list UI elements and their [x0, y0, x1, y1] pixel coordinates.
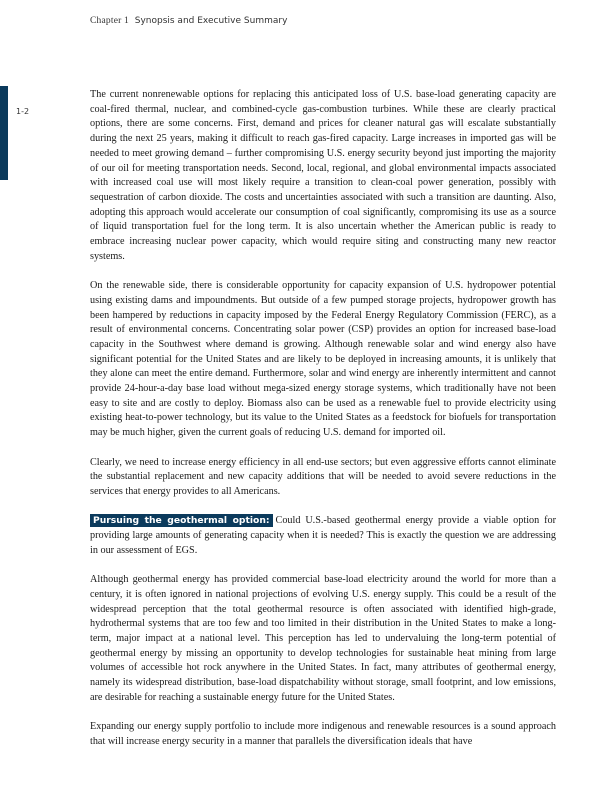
page-number: 1-2 — [16, 107, 30, 116]
geothermal-option-text: Could U.S.-based geothermal energy provide a viable option for providing large amounts of generating capacity when it is needed? This is exactly the question we are addressing in our assessment of EGS. — [90, 515, 556, 556]
paragraph-geothermal-option — [90, 514, 556, 558]
paragraph-geothermal-history: Although geothermal energy has provided commercial base-load electricity around the world for more than a century, it is often ignored in national projections of evolving U.S. energy supply. This could be a result of the widespread perception that the total geothermal resource is often associated with identified high-grade, hydrothermal systems that are too few and too limited in their distribution in the United States to make a long-term, major impact at a national level. This perception has led to undervaluing the long-term potential of geothermal energy by missing an opportunity to develop technologies for sustainable heat mining from large volumes of accessible hot rock anywhere in the United States. In fact, many attributes of geothermal energy, namely its widespread distribution, base-load dispatchability without storage, small footprint, and low emissions, are desirable for reaching a sustainable energy future for the United States. — [90, 574, 556, 703]
running-header — [90, 16, 287, 26]
geothermal-option-heading: Pursuing the geothermal option: — [90, 514, 273, 527]
paragraph-renewable-side: On the renewable side, there is considerable opportunity for capacity expansion of U.S. hydropower potential using existing dams and impoundments. But outside of a few pumped storage projects, hydropower growth has been hampered by reductions in capacity imposed by the Federal Energy Regulatory Commission (FERC), as a result of environmental concerns. Concentrating solar power (CSP) provides an option for increased base-load capacity in the Southwest where demand is growing. Although renewable solar and wind energy also have significant potential for the United States and are likely to be deployed in increasing amounts, it is unlikely that they alone can meet the entire demand. Furthermore, solar and wind energy are inherently intermittent and cannot provide 24-hour-a-day base load without mega-sized energy storage systems, which traditionally have not been easy to site and are costly to deploy. Biomass also can be used as a renewable fuel to provide electricity using existing heat-to-power technology, but its value to the United States as a feedstock for biofuels for transportation may be much higher, given the current goals of reducing U.S. demand for imported oil. — [90, 280, 556, 439]
paragraph-nonrenewable-options: The current nonrenewable options for replacing this anticipated loss of U.S. base-load generating capacity are coal-fired thermal, nuclear, and combined-cycle gas-combustion turbines. While these are clearly practical options, there are some concerns. First, demand and prices for cleaner natural gas will escalate substantially during the next 25 years, making it difficult to reach gas-fired capacity. Large increases in imported gas will be needed to meet growing demand – further compromising U.S. energy security beyond just importing the majority of our oil for meeting transportation needs. Second, local, regional, and global environmental impacts associated with increased coal use will most likely require a transition to clean-coal power generation, possibly with sequestration of carbon dioxide. The costs and uncertainties associated with such a transition are daunting. Also, adopting this approach would accelerate our consumption of coal significantly, compromising its use as a source of liquid transportation fuel for the long term. It is also uncertain whether the American public is ready to embrace increasing nuclear power capacity, which would require siting and constructing many new reactor systems. — [90, 89, 556, 262]
body-text — [90, 88, 556, 764]
chapter-title: Synopsis and Executive Summary — [134, 16, 288, 26]
chapter-sidebar-bar — [0, 86, 8, 180]
paragraph-energy-portfolio: Expanding our energy supply portfolio to include more indigenous and renewable resources is a sound approach that will increase energy security in a manner that parallels the diversification ideals that have — [90, 721, 556, 747]
paragraph-energy-efficiency: Clearly, we need to increase energy efficiency in all end-use sectors; but even aggressive efforts cannot eliminate the substantial replacement and new capacity additions that will be needed to avoid severe reductions in the services that energy provides to all Americans. — [90, 456, 556, 497]
chapter-label: Chapter 1 — [90, 16, 129, 26]
